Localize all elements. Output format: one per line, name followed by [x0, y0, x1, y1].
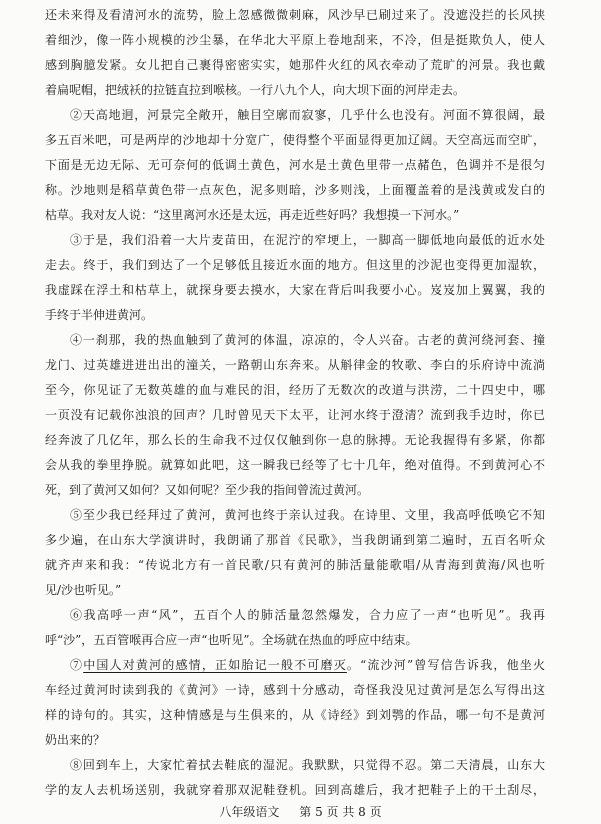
text-line: 龙门、过英雄进进出出的潼关，一路朝山东奔来。从斛律金的牧歌、李白的乐府诗中流淌 — [45, 358, 545, 372]
text-line: ②天高地迥，河景完全敞开，触目空廓而寂寥，几乎什么也没有。河面不算很阔，最 — [70, 108, 545, 122]
text-line: 还未来得及看清河水的流势，脸上忽感微微刺麻，风沙早已刷过来了。没遮没拦的长风挟 — [45, 8, 545, 22]
underlined-sentence: 中国人对黄河的感情，正如胎记一般不可磨灭 — [83, 658, 347, 672]
text-line: ③于是，我们沿着一大片麦苗田，在泥泞的窄埂上，一脚高一脚低地向最低的近水处 — [70, 233, 545, 247]
text-line: 着细沙，像一阵小规模的沙尘暴，在华北大平原上卷地刮来，不冷，但是挺欺负人，使人 — [45, 33, 545, 47]
line-text: 。“流沙河”曾写信告诉我，他坐火 — [346, 658, 545, 672]
text-line: 走去。终于，我们到达了一个足够低且接近水面的地方。但这里的沙泥也变得更加湿软， — [45, 258, 545, 272]
text-line: 手终于半伸进黄河。 — [45, 308, 154, 322]
text-line: 样的诗句的。其实，这种情感是与生俱来的，从《诗经》到刘鹗的作品，哪一句不是黄河 — [45, 708, 545, 722]
text-line: 多五百米吧，可是两岸的沙地却十分宽广，使得整个平面显得更加辽阔。天空高远而空旷， — [45, 133, 545, 147]
text-line: 感到胸臆发紧。女儿把自己裹得密密实实，她那件火红的风衣牵动了荒旷的河景。我也戴 — [45, 58, 545, 72]
text-line: 会从我的拳里挣脱。就算如此吧，这一瞬我已经等了七十几年，绝对值得。不到黄河心不 — [45, 458, 545, 472]
footer-subject: 八年级语文 — [219, 805, 280, 819]
text-line: 呼“沙”，五百管喉再合应一声“也听见”。全场就在热血的呼应中结束。 — [45, 633, 418, 647]
text-line: 学的友人去机场送别，我就穿着那双泥鞋登机。回到高雄后，我才把鞋子上的干土刮尽， — [45, 783, 545, 797]
text-line: ④一刹那，我的热血触到了黄河的体温，凉凉的，令人兴奋。古老的黄河绕河套、撞 — [70, 333, 545, 347]
text-line: 见/沙也听见。” — [45, 583, 122, 597]
text-line: 称。沙地则是稻草黄色带一点灰色，泥多则暗，沙多则浅，上面覆盖着的是浅黄或发白的 — [45, 183, 545, 197]
paragraph-number: ⑦ — [70, 658, 84, 672]
text-line: 死，到了黄河又如何？又如何呢？至少我的指间曾流过黄河。 — [45, 483, 370, 497]
text-line: 下面是无边无际、无可奈何的低调土黄色，河水是土黄色里带一点赭色，色调并不是很匀 — [45, 158, 545, 172]
text-line: 着扁呢帽，把绒袄的拉链直拉到喉核。一行八九个人，向大坝下面的河岸走去。 — [45, 83, 466, 97]
text-line: 就齐声来和我：“传说北方有一首民歌/只有黄河的肺活量能歌唱/从青海到黄海/风也听 — [45, 558, 545, 572]
text-line: ⑤至少我已经拜过了黄河，黄河也终于亲认过我。在诗里、文里，我高呼低唤它不知 — [70, 508, 545, 522]
text-line: 一页没有记载你浊浪的回声？几时曾见天下太平，让河水终于澄清？流到我手边时，你已 — [45, 408, 545, 422]
text-line: 至今，你见证了无数英雄的血与难民的泪，经历了无数次的改道与洪涝，二十四史中，哪 — [45, 383, 545, 397]
text-line: 枯草。我对友人说：“这里离河水还是太远，再走近些好吗？我想摸一下河水。” — [45, 208, 460, 222]
text-line: 奶出来的？ — [45, 733, 106, 747]
text-line: ⑧回到车上，大家忙着拭去鞋底的湿泥。我默默，只觉得不忍。第二天清晨，山东大 — [70, 758, 545, 772]
page-footer — [0, 802, 601, 822]
text-line: 多少遍，在山东大学演讲时，我朗诵了那首《民歌》，当我朗诵到第二遍时，五百名听众 — [45, 533, 545, 547]
footer-page-number: 第 5 页 共 8 页 — [299, 805, 382, 819]
text-line — [70, 653, 545, 678]
text-line: ⑥我高呼一声“风”，五百个人的肺活量忽然爆发，合力应了一声“也听见”。我再 — [70, 608, 545, 622]
text-line: 我虚踩在浮土和枯草上，就探身要去摸水，大家在背后叫我要小心。岌岌加上翼翼，我的 — [45, 283, 545, 297]
text-line: 经奔波了几亿年，那么长的生命我不过仅仅触到你一息的脉搏。无论我握得有多紧，你都 — [45, 433, 545, 447]
text-line: 车经过黄河时读到我的《黄河》一诗，感到十分感动，奇怪我没见过黄河是怎么写得出这 — [45, 683, 545, 697]
